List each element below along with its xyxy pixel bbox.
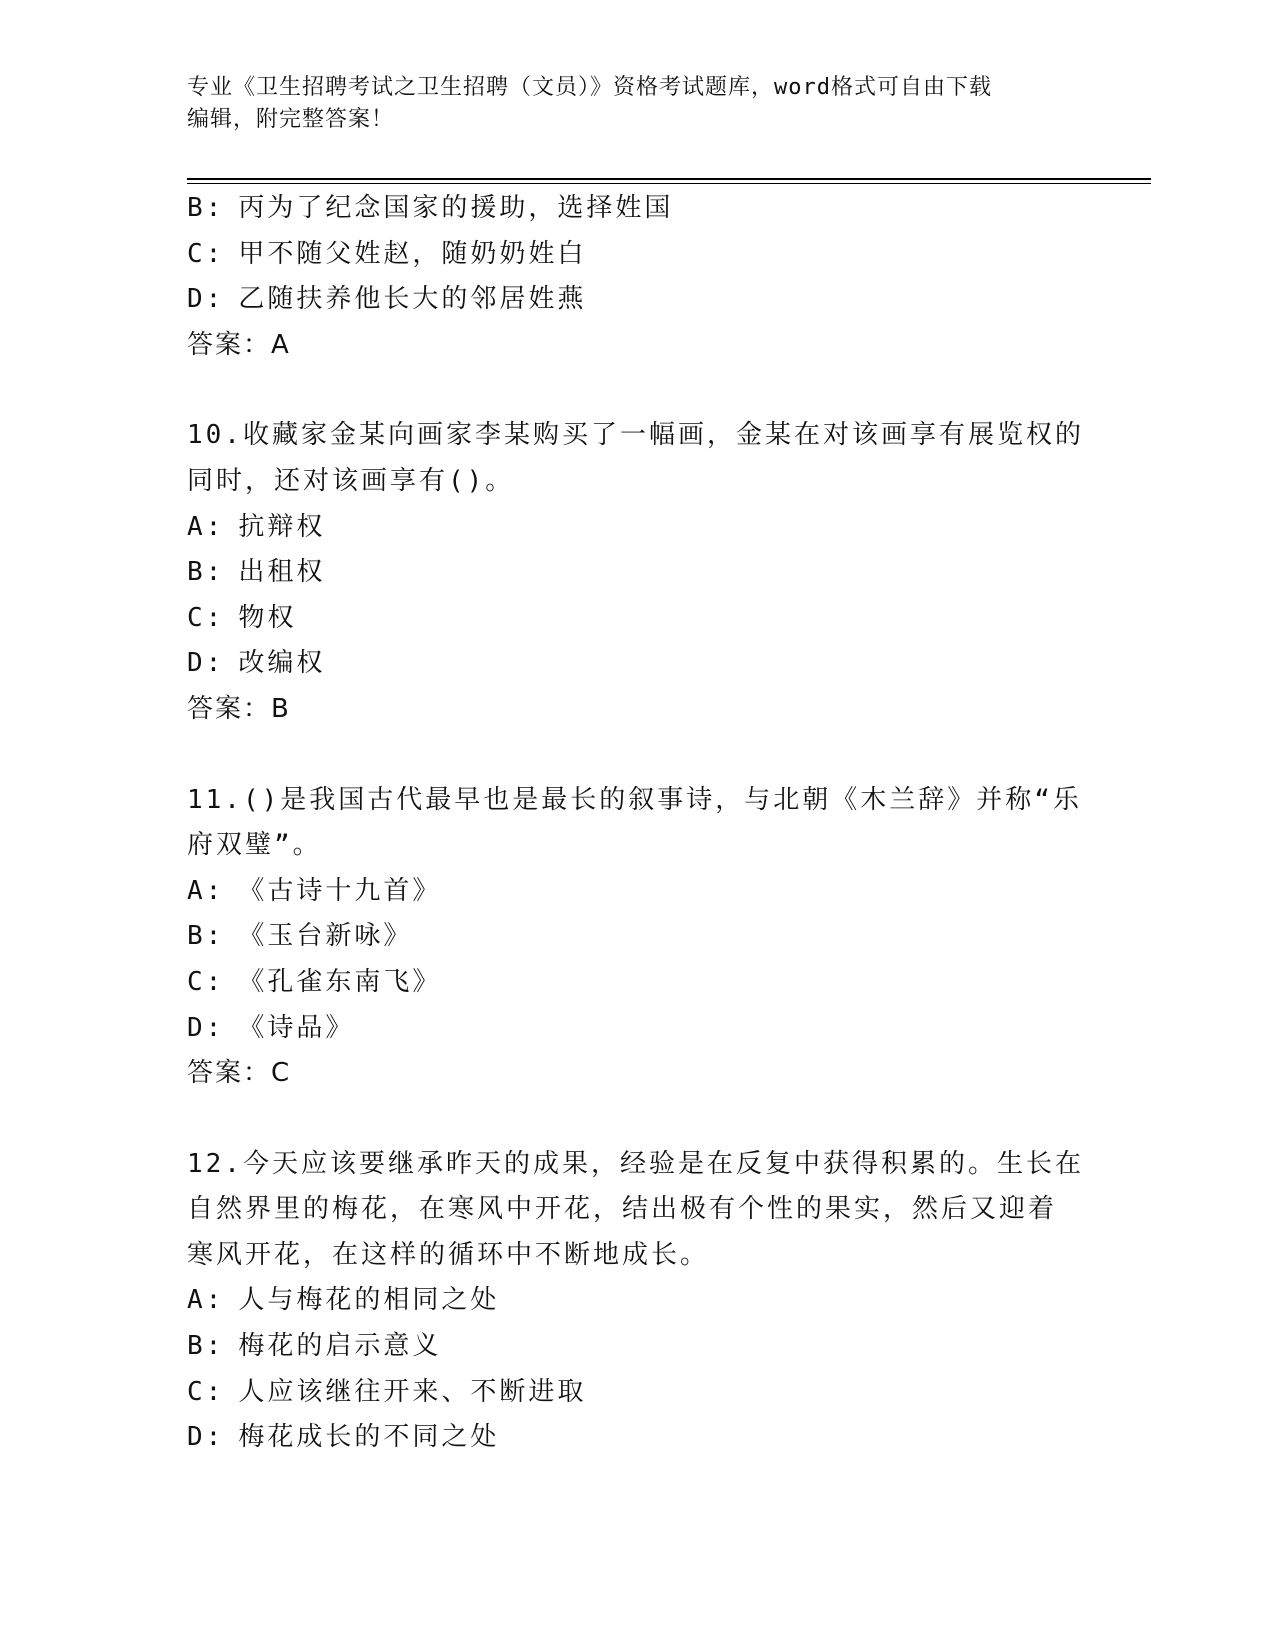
option-b bbox=[187, 914, 1087, 960]
option-b bbox=[187, 550, 1087, 596]
option-key: A: bbox=[187, 875, 225, 906]
option-key: D: bbox=[187, 648, 225, 679]
option-d bbox=[187, 1415, 1087, 1461]
option-c bbox=[187, 1370, 1087, 1416]
question-text-line: 10.收藏家金某向画家李某购买了一幅画，金某在对该画享有展览权的 bbox=[187, 420, 1084, 451]
answer-line: 答案：B bbox=[187, 693, 291, 724]
option-text: 梅花成长的不同之处 bbox=[238, 1422, 500, 1453]
option-key: B: bbox=[187, 193, 225, 223]
option-key: C: bbox=[187, 602, 225, 633]
question-block-12 bbox=[187, 1142, 1087, 1461]
option-text: 人与梅花的相同之处 bbox=[238, 1285, 500, 1316]
question-text-line: 同时，还对该画享有()。 bbox=[187, 465, 515, 496]
question-block-prev bbox=[187, 186, 1087, 368]
option-key: B: bbox=[187, 921, 225, 952]
option-text: 丙为了纪念国家的援助，选择姓国 bbox=[238, 193, 674, 223]
option-text: 乙随扶养他长大的邻居姓燕 bbox=[238, 284, 587, 315]
option-text: 抗辩权 bbox=[238, 511, 326, 542]
question-block-10 bbox=[187, 413, 1087, 732]
option-key: B: bbox=[187, 557, 225, 588]
option-text: 改编权 bbox=[238, 648, 326, 679]
option-key: C: bbox=[187, 238, 225, 269]
option-d bbox=[187, 1006, 1087, 1052]
option-key: D: bbox=[187, 284, 225, 315]
header-line-1: 专业《卫生招聘考试之卫生招聘（文员）》资格考试题库，word格式可自由下载 bbox=[187, 75, 992, 100]
header-divider-thin bbox=[187, 183, 1151, 184]
option-text: 人应该继往开来、不断进取 bbox=[238, 1376, 587, 1407]
option-text: 物权 bbox=[238, 602, 297, 633]
option-b bbox=[187, 1324, 1087, 1370]
answer-line: 答案：C bbox=[187, 1058, 292, 1089]
option-c bbox=[187, 596, 1087, 642]
document-header bbox=[187, 72, 1067, 136]
option-c bbox=[187, 960, 1087, 1006]
question-text-line: 府双璧”。 bbox=[187, 830, 322, 861]
option-key: C: bbox=[187, 966, 225, 997]
option-text: 《古诗十九首》 bbox=[238, 875, 442, 906]
option-c bbox=[187, 232, 1087, 278]
option-text: 《玉台新咏》 bbox=[238, 921, 413, 952]
option-text: 甲不随父姓赵，随奶奶姓白 bbox=[238, 238, 587, 269]
question-text-line: 12.今天应该要继承昨天的成果，经验是在反复中获得积累的。生长在 bbox=[187, 1148, 1084, 1179]
option-key: A: bbox=[187, 511, 225, 542]
option-text: 《诗品》 bbox=[238, 1012, 355, 1043]
option-key: C: bbox=[187, 1376, 225, 1407]
option-a bbox=[187, 869, 1087, 915]
option-a bbox=[187, 1278, 1087, 1324]
question-text-line: 11.()是我国古代最早也是最长的叙事诗，与北朝《木兰辞》并称“乐 bbox=[187, 784, 1082, 815]
header-line-2: 编辑，附完整答案！ bbox=[187, 107, 395, 132]
answer-line: 答案：A bbox=[187, 329, 291, 360]
option-key: D: bbox=[187, 1422, 225, 1453]
option-text: 《孔雀东南飞》 bbox=[238, 966, 442, 997]
option-d bbox=[187, 277, 1087, 323]
option-b bbox=[187, 186, 1087, 232]
option-key: B: bbox=[187, 1331, 225, 1362]
question-list bbox=[187, 186, 1087, 1461]
header-divider-thick bbox=[187, 178, 1151, 180]
option-key: D: bbox=[187, 1012, 225, 1043]
option-text: 梅花的启示意义 bbox=[238, 1331, 442, 1362]
option-a bbox=[187, 505, 1087, 551]
option-key: A: bbox=[187, 1285, 225, 1316]
question-block-11 bbox=[187, 778, 1087, 1097]
option-text: 出租权 bbox=[238, 557, 326, 588]
question-text-line: 自然界里的梅花，在寒风中开花，结出极有个性的果实，然后又迎着 bbox=[187, 1194, 1058, 1225]
question-text-line: 寒风开花，在这样的循环中不断地成长。 bbox=[187, 1239, 710, 1270]
option-d bbox=[187, 641, 1087, 687]
